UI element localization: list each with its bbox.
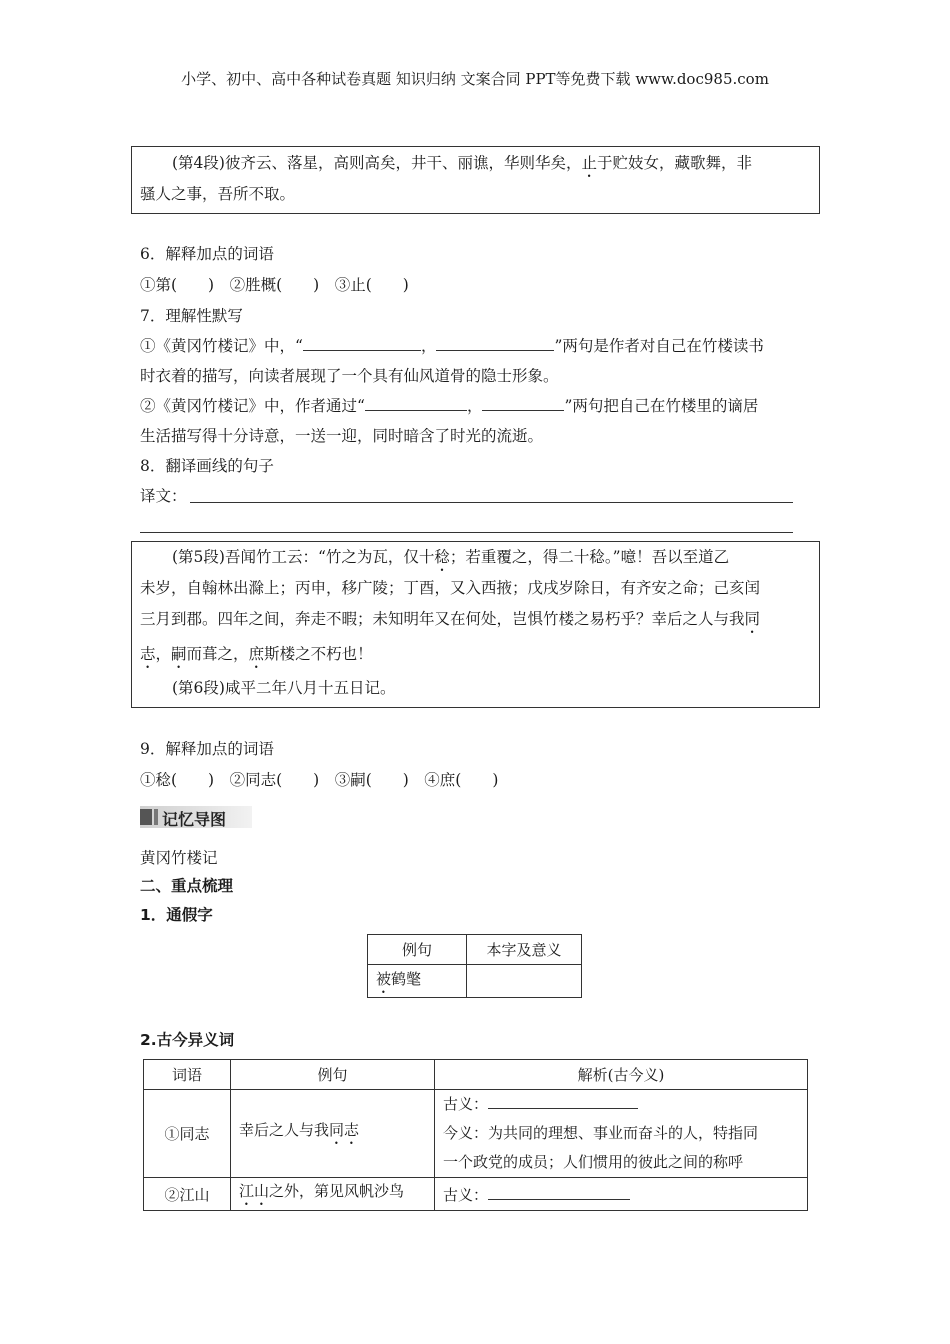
banner-bar-icon [154,809,158,825]
passage-5-line-4 [140,644,373,672]
fill-blank[interactable] [482,396,564,411]
passage-text: 而葺之， [186,645,249,663]
subheading-guijinyiyi: 2.古今异义词 [140,1031,235,1049]
question-text: ”两句把自己在竹楼里的谪居 [564,397,759,415]
table-cell-analysis [435,1090,808,1178]
table-cell-example [231,1178,435,1211]
question-text: ”两句是作者对自己在竹楼读书 [554,337,764,355]
cell-text: 鹤氅 [391,970,422,988]
question-text: ①《黄冈竹楼记》中，“ [140,337,303,355]
table-cell-word: ①同志 [144,1090,231,1178]
section-title: 黄冈竹楼记 [140,849,218,867]
question-text: ， [420,337,437,355]
dotted-word: 同志 [329,1121,360,1139]
passage-5-line-1 [172,547,729,575]
translation-answer-line-2[interactable] [140,532,793,533]
subheading-tongjiazi: 1．通假字 [140,906,213,924]
question-8-title: 8．翻译画线的句子 [140,457,274,475]
modern-meaning-line-2: 一个政党的成员；人们惯用的彼此之间的称呼 [443,1153,744,1171]
question-7-line-3 [140,396,758,416]
table-cell-answer[interactable] [467,965,582,998]
banner-label: 记忆导图 [162,810,227,829]
passage-text: 斯楼之不朽也！ [264,645,373,663]
section-heading-key-points: 二、重点梳理 [140,877,234,895]
question-7-line-1 [140,336,764,356]
banner-block-icon [140,809,152,825]
ancient-modern-meaning-table [143,1059,808,1211]
dotted-word: 稔 [434,548,450,566]
table-header: 例句 [231,1060,435,1090]
passage-text: 于贮妓女，藏歌舞，非 [596,154,752,172]
fill-blank[interactable] [488,1094,638,1109]
table-header: 例句 [368,935,467,965]
question-7-line-2: 时衣着的描写，向读者展现了一个具有仙风道骨的隐士形象。 [140,367,559,385]
dotted-word: 江山 [239,1181,270,1200]
question-text: ②《黄冈竹楼记》中，作者通过“ [140,397,365,415]
cell-text: 古义： [443,1185,489,1204]
fill-blank[interactable] [488,1185,630,1200]
cell-text: 古义： [443,1095,489,1113]
passage-6-line: (第6段)咸平二年八月十五日记。 [172,679,396,697]
question-6-title: 6．解释加点的词语 [140,245,274,263]
passage-5-line-2: 未岁，自翰林出滁上；丙申，移广陵；丁酉，又入西掖；戊戌岁除日，有齐安之命；己亥闰 [140,579,761,597]
table-header: 本字及意义 [467,935,582,965]
table-header: 解析(古今义) [435,1060,808,1090]
question-9-items: ①稔( ) ②同志( ) ③嗣( ) ④庶( ) [140,771,499,789]
passage-4-line-2: 骚人之事，吾所不取。 [140,185,296,203]
fill-blank[interactable] [303,336,421,351]
question-7-title: 7．理解性默写 [140,307,243,325]
table-cell-analysis [435,1178,808,1211]
table-cell-example [368,965,467,998]
passage-text: (第5段)吾闻竹工云：“竹之为瓦，仅十 [172,548,435,566]
translation-answer-line-1[interactable] [190,502,793,503]
page-header: 小学、初中、高中各种试卷真题 知识归纳 文案合同 PPT等免费下载 www.doc985.com [181,70,769,88]
fill-blank[interactable] [365,396,467,411]
question-9-title: 9．解释加点的词语 [140,740,274,758]
ancient-meaning-row [443,1090,807,1119]
translation-label: 译文： [140,487,187,505]
modern-meaning-line-1: 今义：为共同的理想、事业而奋斗的人，特指同 [443,1124,759,1142]
table-cell-word: ②江山 [144,1178,231,1211]
passage-text: ；若重覆之，得二十稔。”噫！吾以至道乙 [449,548,730,566]
dotted-word: 止 [581,154,597,172]
tongjiazi-table [367,934,582,998]
question-text: ， [466,397,483,415]
dotted-word: 志 [140,645,156,663]
cell-text: 幸后之人与我 [239,1121,330,1139]
table-cell-example [231,1090,435,1178]
passage-text: ， [155,645,172,663]
passage-5-line-3 [140,609,760,637]
question-7-line-4: 生活描写得十分诗意，一送一迎，同时暗含了时光的流逝。 [140,427,544,445]
passage-text: (第4段)彼齐云、落星，高则高矣，井干、丽谯，华则华矣， [172,154,582,172]
dotted-word: 庶 [248,645,265,663]
dotted-word: 被 [376,970,392,988]
passage-4-line-1 [172,153,752,181]
fill-blank[interactable] [436,336,554,351]
table-header: 词语 [144,1060,231,1090]
dotted-word: 嗣 [171,645,187,663]
passage-text: 三月到郡。四年之间，奔走不暇；未知明年又在何处，岂惧竹楼之易朽乎？幸后之人与我 [140,610,745,628]
question-6-items: ①第( ) ②胜概( ) ③止( ) [140,276,409,294]
dotted-word: 同 [744,610,761,628]
cell-text: 之外，第见风帆沙鸟 [269,1181,405,1200]
memory-map-banner [140,806,252,828]
